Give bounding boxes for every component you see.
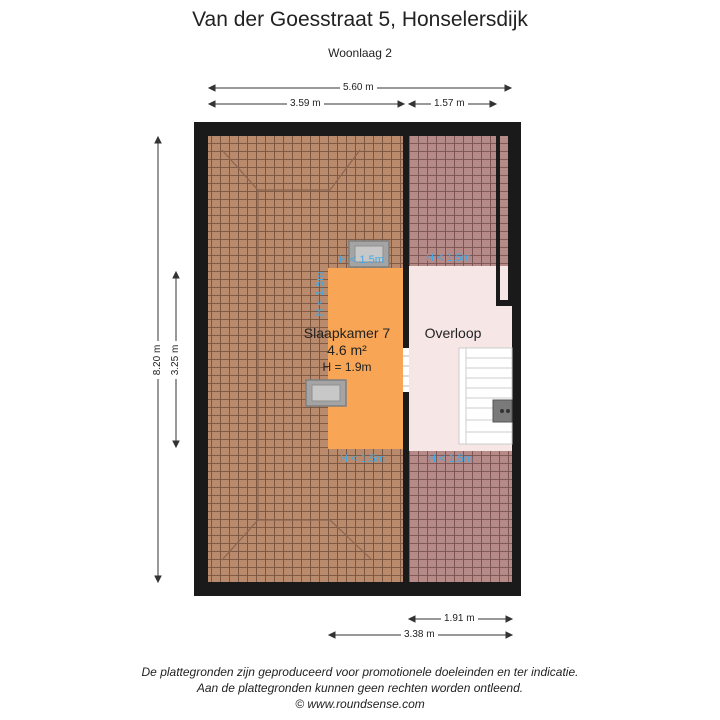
height-note-bottom-right: H < 1.5m	[428, 453, 473, 465]
dim-right-width: 1.57 m	[431, 98, 468, 110]
room-landing-label: Overloop	[424, 325, 482, 341]
dim-room-depth: 3.25 m	[170, 341, 182, 379]
dim-left-width: 3.59 m	[287, 98, 324, 110]
doorway	[403, 348, 409, 392]
height-note-top-left: H < 1.5m	[339, 254, 384, 266]
disclaimer-line-1: De plattegronden zijn geproduceerd voor promotionele doeleinden en ter indicatie.	[141, 665, 579, 679]
dim-bottom-right: 1.91 m	[441, 613, 478, 625]
bedroom-area: 4.6 m²	[327, 342, 367, 358]
dim-total-width: 5.60 m	[340, 82, 377, 94]
center-wall-lower	[403, 392, 409, 582]
disclaimer	[0, 664, 720, 712]
floor-subtitle: Woonlaag 2	[328, 46, 392, 60]
room-bedroom-label	[292, 325, 402, 376]
boiler-icon	[493, 400, 512, 422]
bedroom-name: Slaapkamer 7	[303, 325, 391, 341]
dim-bottom-total: 3.38 m	[401, 629, 438, 641]
center-wall-upper	[403, 136, 409, 348]
page-title: Van der Goesstraat 5, Honselersdijk	[192, 8, 528, 31]
staircase	[459, 348, 512, 444]
dim-total-depth: 8.20 m	[152, 341, 164, 379]
disclaimer-line-2: Aan de plattegronden kunnen geen rechten worden ontleend.	[196, 681, 524, 695]
skylight-lower	[306, 380, 346, 406]
shaft-wall-lower-inner	[500, 266, 508, 300]
height-note-top-right: H < 1.5m	[426, 252, 471, 264]
copyright: © www.roundsense.com	[295, 697, 425, 711]
height-note-bottom-left: H < 1.5m	[340, 453, 385, 465]
bedroom-height: H = 1.9m	[322, 360, 372, 374]
height-note-vertical: H < 1.5m	[314, 271, 326, 317]
